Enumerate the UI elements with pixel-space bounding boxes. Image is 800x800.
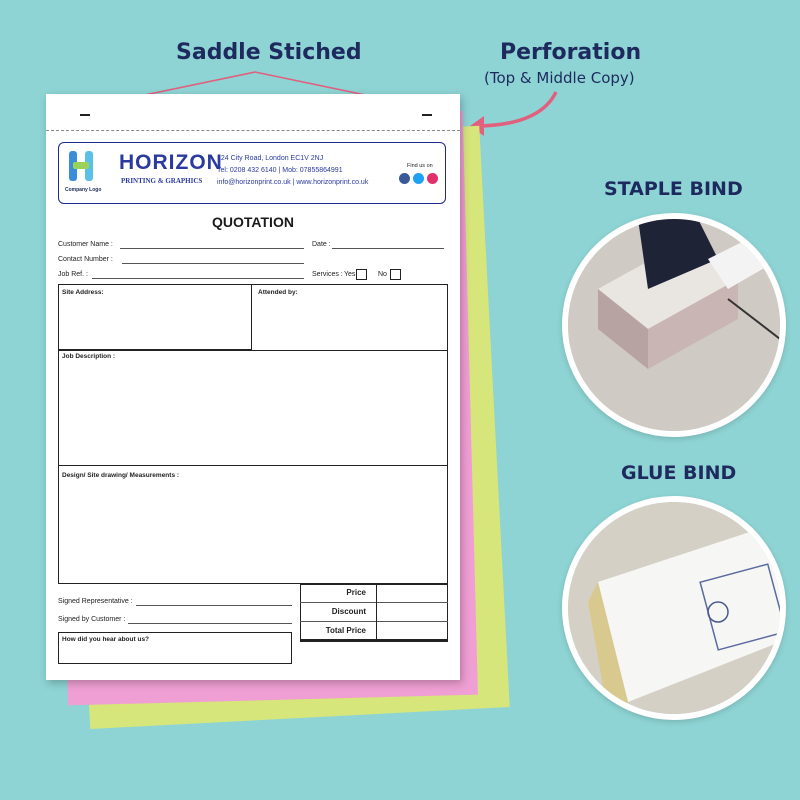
signed-representative-label: Signed Representative :	[58, 598, 133, 605]
job-ref-field[interactable]	[92, 278, 304, 279]
contact-number-field[interactable]	[122, 263, 304, 264]
design-label: Design/ Site drawing/ Measurements :	[62, 472, 180, 479]
job-ref-label: Job Ref. :	[58, 271, 88, 278]
customer-name-field[interactable]	[120, 248, 304, 249]
glue-bind-illustration	[568, 502, 780, 714]
discount-label: Discount	[331, 607, 366, 616]
total-underline	[300, 640, 448, 642]
signed-representative-field[interactable]	[136, 605, 292, 606]
quotation-form-sheet	[46, 94, 460, 680]
company-logo-caption: Company Logo	[65, 187, 102, 193]
attended-by-label: Attended by:	[258, 289, 298, 296]
facebook-icon	[399, 173, 410, 184]
services-no-label: No	[378, 271, 387, 278]
address-text: 124 City Road, London EC1V 2NJ	[217, 155, 324, 162]
perforation-heading: Perforation	[500, 40, 642, 65]
price-row-divider	[300, 602, 448, 603]
services-yes-label: Yes	[344, 271, 356, 278]
glue-bind-photo	[562, 496, 786, 720]
phone-text: Tel: 0208 432 6140 | Mob: 07855864991	[217, 167, 343, 174]
perforation-line	[46, 130, 460, 131]
job-description-box[interactable]	[58, 350, 448, 466]
instagram-icon	[427, 173, 438, 184]
job-description-label: Job Description :	[62, 353, 116, 360]
saddle-stitched-heading: Saddle Stiched	[176, 40, 362, 65]
staple-bind-photo	[562, 213, 786, 437]
site-address-label: Site Address:	[62, 289, 104, 296]
services-yes-checkbox[interactable]	[356, 269, 367, 280]
company-logo-icon	[67, 149, 95, 183]
perforation-subheading: (Top & Middle Copy)	[484, 69, 635, 87]
hear-about-label: How did you hear about us?	[62, 636, 150, 643]
web-text: info@horizonprint.co.uk | www.horizonprint.co.uk	[217, 179, 369, 186]
contact-number-label: Contact Number :	[58, 256, 113, 263]
signed-customer-label: Signed by Customer :	[58, 616, 126, 623]
total-price-label: Total Price	[325, 626, 366, 635]
twitter-icon	[413, 173, 424, 184]
date-label: Date :	[312, 241, 331, 248]
form-title: QUOTATION	[212, 214, 294, 230]
find-us-label: Find us on	[407, 163, 433, 169]
date-field[interactable]	[332, 248, 444, 249]
signed-customer-field[interactable]	[128, 623, 292, 624]
perforation-arrow	[470, 92, 556, 136]
services-no-checkbox[interactable]	[390, 269, 401, 280]
staple-bind-illustration	[568, 219, 780, 431]
price-label: Price	[346, 588, 366, 597]
discount-row-divider	[300, 621, 448, 622]
brand-name: HORIZON	[119, 151, 223, 174]
price-column-divider	[376, 584, 377, 640]
glue-bind-heading: GLUE BIND	[621, 462, 737, 484]
customer-name-label: Customer Name :	[58, 241, 113, 248]
brand-subtitle: PRINTING & GRAPHICS	[121, 177, 203, 185]
company-header	[58, 142, 446, 204]
staple-mark-right	[422, 114, 432, 116]
services-label: Services :	[312, 271, 343, 278]
staple-mark-left	[80, 114, 90, 116]
staple-bind-heading: STAPLE BIND	[604, 178, 743, 200]
